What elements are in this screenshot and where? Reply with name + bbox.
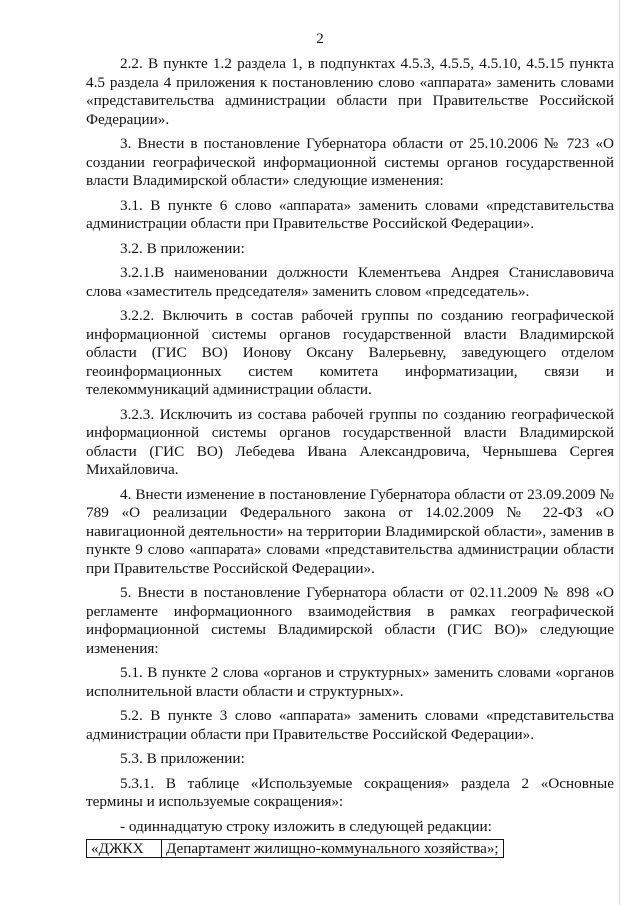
page-number: 2 — [316, 31, 324, 47]
scan-edge-line — [619, 0, 620, 905]
paragraph-5-3: 5.3. В приложении: — [120, 750, 245, 767]
paragraph-2-2: 2.2. В пункте 1.2 раздела 1, в подпунктах 4.5.3, 4.5.5, 4.5.10, 4.5.15 пункта 4.5 раздела 4 приложения к постановлению слово «аппарата» заменить словами «представительства администрации области при Правительстве Российской Федерации». — [86, 55, 614, 128]
paragraph-3-2-1: 3.2.1.В наименовании должности Клементьева Андрея Станиславовича слова «заместитель председателя» заменить словом «председатель». — [86, 264, 614, 300]
abbreviation-table — [86, 839, 504, 858]
paragraph-3-2-2: 3.2.2. Включить в состав рабочей группы по созданию географической информационной системы органов государственной власти Владимирской области (ГИС ВО) Ионову Оксану Валерьевну, заведующего отделом геоинформационных систем комитета информатизации, связи и телекоммуникаций администрации области. — [86, 307, 614, 398]
paragraph-row-instruction: - одиннадцатую строку изложить в следующей редакции: — [120, 817, 492, 835]
table-row — [87, 840, 504, 858]
paragraph-3-1: 3.1. В пункте 6 слово «аппарата» заменить словами «представительства администрации области при Правительстве Российской Федерации». — [86, 196, 614, 232]
paragraph-3: 3. Внести в постановление Губернатора области от 25.10.2006 № 723 «О создании географической информационной системы органов государственной власти Владимирской области» следующие изменения: — [86, 135, 614, 189]
document-body — [86, 55, 614, 858]
paragraph-5: 5. Внести в постановление Губернатора области от 02.11.2009 № 898 «О регламенте информационного взаимодействия в рамках географической информационной системы Владимирской области (ГИС ВО)» следующие изменения: — [86, 584, 614, 657]
abbreviation-cell: «ДЖКХ — [87, 840, 162, 858]
paragraph-4: 4. Внести изменение в постановление Губернатора области от 23.09.2009 № 789 «О реализации Федерального закона от 14.02.2009 № 22-ФЗ «О навигационной деятельности» на территории Владимирской области», заменив в пункте 9 слово «аппарата» словами «представительства администрации области при Правительстве Российской Федерации». — [86, 485, 614, 577]
paragraph-5-1: 5.1. В пункте 2 слова «органов и структурных» заменить словами «органов исполнительной власти области и структурных». — [86, 664, 614, 700]
meaning-cell: Департамент жилищно-коммунального хозяйства»; — [162, 840, 504, 858]
paragraph-5-3-1: 5.3.1. В таблице «Используемые сокращения» раздела 2 «Основные термины и используемые сокращения»: — [86, 774, 614, 810]
paragraph-5-2: 5.2. В пункте 3 слово «аппарата» заменить словами «представительства администрации области при Правительстве Российской Федерации». — [86, 707, 614, 743]
paragraph-3-2-3: 3.2.3. Исключить из состава рабочей группы по созданию географической информационной системы органов государственной власти Владимирской области (ГИС ВО) Лебедева Ивана Александровича, Чернышева Сергея Михайловича. — [86, 405, 614, 478]
paragraph-3-2: 3.2. В приложении: — [120, 239, 245, 257]
